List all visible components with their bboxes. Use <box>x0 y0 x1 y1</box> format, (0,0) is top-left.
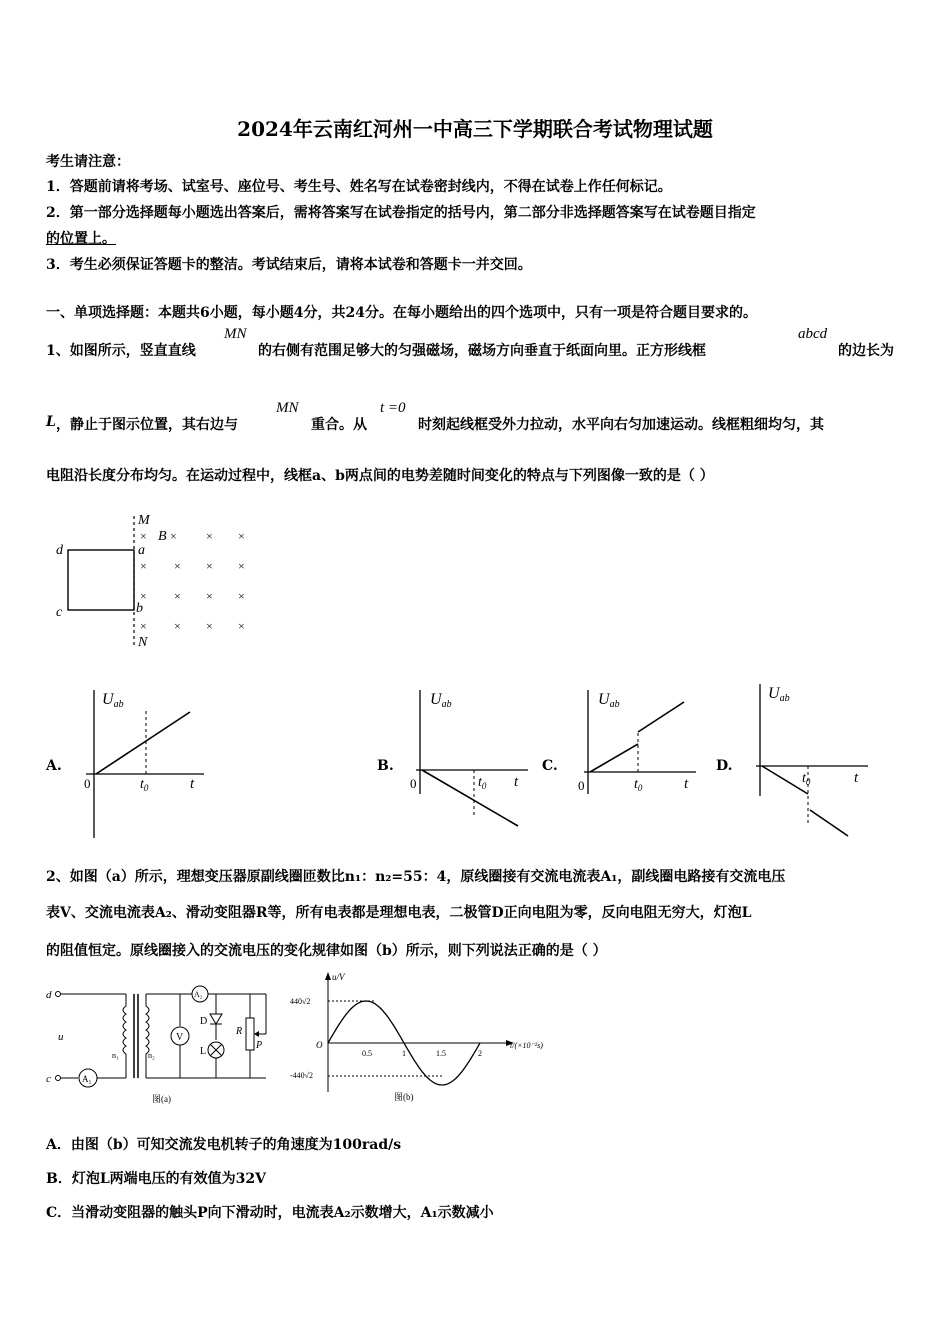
svg-text:t: t <box>684 776 689 792</box>
field-cross: × <box>140 559 147 573</box>
svg-text:d: d <box>46 989 52 1001</box>
q1-mn-symbol-2: MN <box>276 400 299 416</box>
field-cross: × <box>238 559 245 573</box>
rheostat-R <box>246 1018 254 1050</box>
q2-line2: 表V、交流电流表A₂、滑动变阻器R等，所有电表都是理想电表，二极管D正向电阻为零，反向电阻无穷大，灯泡L <box>46 905 752 921</box>
svg-text:t: t <box>854 770 859 786</box>
option-D-label: D. <box>716 758 733 774</box>
svg-text:V: V <box>176 1032 184 1043</box>
field-cross: × <box>238 619 245 633</box>
svg-text:R: R <box>236 1026 243 1037</box>
q1-L-symbol: L <box>46 414 56 430</box>
graph-A-line <box>96 712 190 774</box>
svg-text:n₂: n₂ <box>148 1051 155 1060</box>
q1-line2-c: 时刻起线框受外力拉动，水平向右匀加速运动。线框粗细均匀，其 <box>418 417 824 433</box>
q1-line3: 电阻沿长度分布均匀。在运动过程中，线框a、b两点间的电势差随时间变化的特点与下列图像一致的是（ ） <box>46 468 714 484</box>
field-cross: × <box>174 619 181 633</box>
notice-item-3: 3．考生必须保证答题卡的整洁。考试结束后，请将本试卷和答题卡一并交回。 <box>46 257 532 273</box>
q1-t0-symbol: t =0 <box>380 400 406 416</box>
square-loop <box>68 550 134 610</box>
svg-text:A₂: A₂ <box>194 990 203 999</box>
page-title: 2024年云南红河州一中高三下学期联合考试物理试题 <box>237 117 713 141</box>
field-cross: × <box>140 529 147 543</box>
option-D-graph <box>744 676 874 842</box>
field-cross: × <box>174 589 181 603</box>
q1-mn-symbol: MN <box>224 326 247 342</box>
label-B: B <box>158 529 167 544</box>
q2-line3: 的阻值恒定。原线圈接入的交流电压的变化规律如图（b）所示，则下列说法正确的是（ ） <box>46 943 607 959</box>
svg-text:u: u <box>58 1031 64 1043</box>
label-d: d <box>56 543 63 558</box>
option-C-graph <box>570 682 700 842</box>
svg-text:Uab: Uab <box>430 691 452 710</box>
q2-circuit-figure <box>42 978 278 1108</box>
section-heading: 一、单项选择题：本题共6小题，每小题4分，共24分。在每小题给出的四个选项中，只有一项是符合题目要求的。 <box>46 305 757 321</box>
field-cross: × <box>206 559 213 573</box>
svg-text:P: P <box>256 1040 263 1051</box>
svg-text:c: c <box>46 1073 51 1085</box>
svg-text:t0: $t_0$ <box>478 775 487 791</box>
notice-item-2: 2．第一部分选择题每小题选出答案后，需将答案写在试卷指定的括号内，第二部分非选择题答案写在试卷题目指定 <box>46 205 756 221</box>
label-N: N <box>138 635 148 650</box>
option-C-label: C. <box>542 758 558 774</box>
option-B-label: B. <box>377 758 394 774</box>
field-cross: × <box>206 589 213 603</box>
svg-text:A₁: A₁ <box>82 1074 92 1084</box>
svg-text:图(a): 图(a) <box>152 1094 171 1104</box>
svg-text:0: 0 <box>84 776 91 791</box>
notice-heading: 考生请注意： <box>46 154 130 170</box>
svg-text:n₁: n₁ <box>112 1051 119 1060</box>
graph-D-line-2 <box>810 810 848 836</box>
field-cross: × <box>140 619 147 633</box>
notice-item-2-cont: 的位置上。 <box>46 231 116 247</box>
option-A-label: A. <box>46 758 62 774</box>
q1-line2-a: ，静止于图示位置，其右边与 <box>56 417 238 433</box>
field-cross: × <box>238 529 245 543</box>
svg-text:2: 2 <box>478 1049 482 1058</box>
diode-D <box>210 1014 222 1024</box>
svg-text:Uab: Uab <box>768 685 790 704</box>
svg-text:u/V: u/V <box>332 972 345 982</box>
q1-line1-a: 1、如图所示，竖直直线 <box>46 343 196 359</box>
q2-choice-B: B．灯泡L两端电压的有效值为32V <box>46 1171 267 1187</box>
svg-text:D: D <box>200 1016 208 1027</box>
svg-text:t/(×10⁻²s): t/(×10⁻²s) <box>510 1041 543 1050</box>
q1-line1-b: 的右侧有范围足够大的匀强磁场，磁场方向垂直于纸面向里。正方形线框 <box>258 343 706 359</box>
svg-text:t0: $t_0$ <box>802 771 811 787</box>
svg-text:图(b): 图(b) <box>394 1092 414 1102</box>
svg-text:0.5: 0.5 <box>362 1049 372 1058</box>
svg-text:L: L <box>200 1046 207 1057</box>
svg-text:t0: $t_0$ <box>634 777 643 793</box>
svg-text:O: O <box>316 1040 323 1050</box>
q1-field-figure <box>50 508 260 653</box>
notice-item-1: 1．答题前请将考场、试室号、座位号、考生号、姓名写在试卷密封线内，不得在试卷上作任何标记。 <box>46 179 672 195</box>
svg-text:t: t <box>514 774 519 790</box>
svg-text:Uab: Uab <box>598 691 620 710</box>
svg-text:t0: $t_0$ <box>140 777 149 793</box>
label-b: b <box>136 601 143 616</box>
graph-B-line <box>422 770 518 826</box>
q2-choice-C: C．当滑动变阻器的触头P向下滑动时，电流表A₂示数增大，A₁示数减小 <box>46 1205 494 1221</box>
q1-line1-c: 的边长为 <box>838 343 894 359</box>
field-cross: × <box>140 589 147 603</box>
graph-C-line-1 <box>590 744 638 772</box>
svg-text:440√2: 440√2 <box>290 997 311 1006</box>
q1-abcd-symbol: abcd <box>798 326 828 342</box>
field-cross: × <box>206 529 213 543</box>
svg-text:t: t <box>190 776 195 792</box>
q2-sine-figure <box>290 968 560 1108</box>
option-B-graph <box>402 682 532 842</box>
option-A-graph <box>78 682 208 842</box>
label-a: a <box>138 543 145 558</box>
field-cross: × <box>170 529 177 543</box>
svg-text:1: 1 <box>402 1049 406 1058</box>
q1-line2-b: 重合。从 <box>311 417 367 433</box>
field-cross: × <box>206 619 213 633</box>
label-c: c <box>56 605 63 620</box>
svg-text:Uab: Uab <box>102 691 124 710</box>
svg-text:1.5: 1.5 <box>436 1049 446 1058</box>
q2-line1: 2、如图（a）所示，理想变压器原副线圈匝数比n₁：n₂=55：4，原线圈接有交流电流表A₁，副线圈电路接有交流电压 <box>46 869 786 885</box>
svg-text:0: 0 <box>578 778 585 793</box>
field-cross: × <box>174 559 181 573</box>
svg-text:0: 0 <box>410 776 417 791</box>
q2-choice-A: A．由图（b）可知交流发电机转子的角速度为100rad/s <box>46 1137 402 1153</box>
svg-text:-440√2: -440√2 <box>290 1071 314 1080</box>
graph-C-line-2 <box>638 702 684 732</box>
label-M: M <box>138 513 150 528</box>
field-cross: × <box>238 589 245 603</box>
